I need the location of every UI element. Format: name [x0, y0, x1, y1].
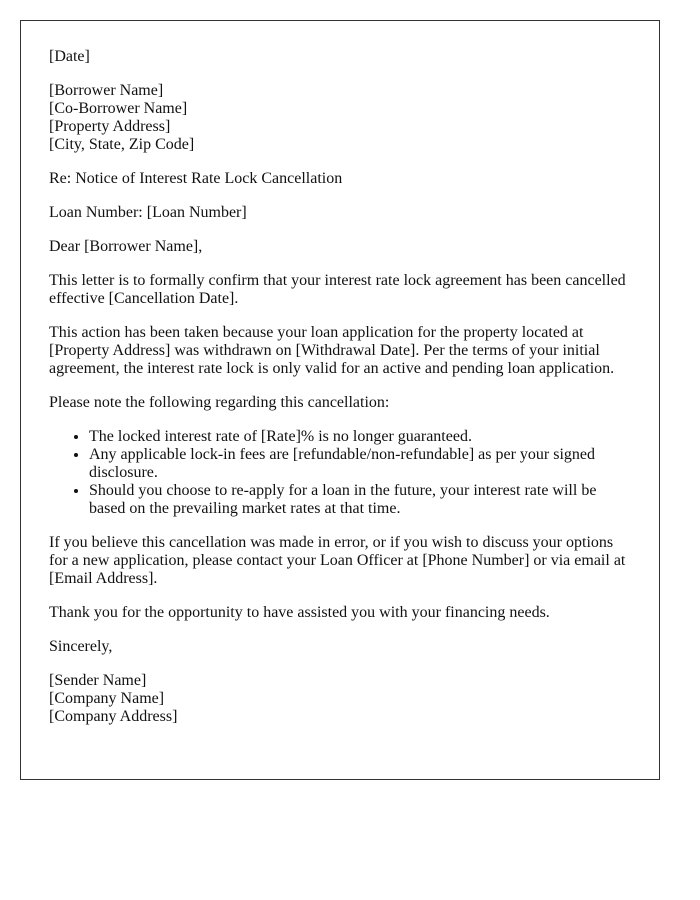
co-borrower-name: [Co-Borrower Name] — [49, 100, 188, 117]
company-name: [Company Name] — [49, 690, 165, 707]
list-item: • Any applicable lock-in fees are [refundable/non-refundable] as per your signed disclosure. — [89, 446, 631, 482]
body-paragraph-confirmation: This letter is to formally confirm that your interest rate lock agreement has been cancelled effective [Cancellation Date]. — [49, 272, 626, 307]
company-address: [Company Address] — [49, 708, 178, 725]
city-state-zip: [City, State, Zip Code] — [49, 136, 195, 153]
subject-line: Re: Notice of Interest Rate Lock Cancellation — [49, 170, 343, 187]
recipient-address-block — [49, 82, 631, 154]
closing: Sincerely, — [49, 638, 113, 655]
body-paragraph-reason: This action has been taken because your loan application for the property located at [Property Address] was withdrawn on [Withdrawal Date]. Per the terms of your initial agreement, the interest rate lock is only valid for an active and pending loan application. — [49, 324, 615, 377]
sender-name: [Sender Name] — [49, 672, 147, 689]
thanks-paragraph: Thank you for the opportunity to have assisted you with your financing needs. — [49, 604, 550, 621]
property-address: [Property Address] — [49, 118, 171, 135]
contact-paragraph: If you believe this cancellation was made in error, or if you wish to discuss your options for a new application, please contact your Loan Officer at [Phone Number] or via email at [Email Address]. — [49, 534, 626, 587]
body-paragraph-notes-intro: Please note the following regarding this cancellation: — [49, 394, 390, 411]
list-item: • The locked interest rate of [Rate]% is no longer guaranteed. — [89, 428, 631, 446]
letter-date: [Date] — [49, 48, 90, 65]
salutation: Dear [Borrower Name], — [49, 238, 203, 255]
borrower-name: [Borrower Name] — [49, 82, 164, 99]
sender-signature-block — [49, 672, 631, 726]
list-item: • Should you choose to re-apply for a loan in the future, your interest rate will be based on the prevailing market rates at that time. — [89, 482, 631, 518]
cancellation-notes-list — [49, 428, 631, 518]
loan-number: Loan Number: [Loan Number] — [49, 204, 247, 221]
letter-document — [20, 20, 660, 780]
